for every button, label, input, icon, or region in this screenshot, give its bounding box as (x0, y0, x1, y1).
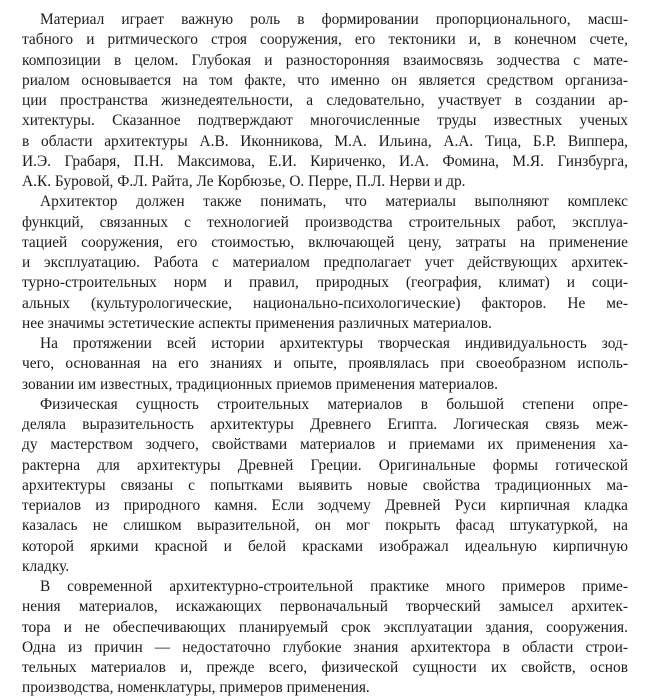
text-line: альных (культурологические, национально-психологические) факторов. Не ме- (22, 294, 628, 312)
text-line: рактерна для архитектуры Древней Греции. Оригинальные формы готической (22, 456, 628, 474)
text-line: тора и не обеспечивающих планируемый срок эксплуатации здания, сооружения. (22, 618, 628, 636)
text-line: и эксплуатацию. Работа с материалом предполагает учет действующих архитек- (22, 254, 628, 271)
text-line: архитектуры связаны с попытками выявить новые свойства традиционных ма- (22, 476, 628, 494)
text-line: риалом основывается на том факте, что именно он является средством организа- (22, 71, 628, 89)
text-line: И.Э. Грабаря, П.Н. Максимова, Е.И. Кириченко, И.А. Фомина, М.Я. Гинзбурга, (22, 152, 628, 170)
text-line: зовании им известных, традиционных приемов применения материалов. (22, 375, 498, 393)
text-line: турно-строительных норм и правил, природных (география, климат) и соци- (22, 274, 628, 292)
text-line: чего, основанная на его знаниях и опыте, проявлялась при своеобразном исполь- (22, 355, 628, 373)
text-line: Физическая сущность строительных материалов в большой степени опре- (40, 395, 628, 413)
text-line: В современной архитектурно-строительной практике много примеров приме- (40, 578, 628, 595)
text-line: которой яркими красной и белой красками изображал идеальную кирпичную (22, 537, 628, 555)
text-line: тельных материалов и, прежде всего, физической сущности их свойств, основ (22, 659, 628, 676)
text-line: На протяжении всей истории архитектуры творческая индивидуальность зод- (40, 335, 628, 352)
text-line: в области архитектуры А.В. Иконникова, М.А. Ильина, А.А. Тица, Б.Р. Виппера, (22, 132, 628, 150)
text-line: функций, связанных с технологией производства строительных работ, эксплуа- (22, 213, 628, 231)
paragraph-3 (22, 334, 628, 395)
text-line: табного и ритмического строя сооружения, его тектоники и, в конечном счете, (22, 31, 628, 49)
text-line: нее значимы эстетические аспекты применения различных материалов. (22, 314, 492, 332)
text-line: А.К. Буровой, Ф.Л. Райта, Ле Корбюзье, О. Перре, П.Л. Нерви и др. (22, 173, 466, 190)
text-line: казалась не слишком выразительной, он мог покрыть фасад штукатуркой, на (22, 517, 628, 535)
text-line: композиции в целом. Глубокая и разносторонняя взаимосвязь зодчества с мате- (22, 51, 628, 69)
text-line: ду мастерством зодчего, свойствами материалов и приемами их применения ха- (22, 436, 628, 454)
text-line: Одна из причин — недостаточно глубокие знания архитектора в области строи- (22, 638, 628, 656)
text-line: нения материалов, искажающих первоначальный творческий замысел архитек- (22, 598, 628, 616)
text-line: териалов из природного камня. Если зодчему Древней Руси кирпичная кладка (22, 497, 628, 514)
text-line: ции пространства жизнедеятельности, а следовательно, участвует в создании ар- (22, 92, 628, 109)
text-line: деляла выразительность архитектуры Древнего Египта. Логическая связь меж- (22, 416, 628, 433)
document-page (22, 10, 628, 699)
paragraph-2 (22, 192, 628, 334)
paragraph-1 (22, 10, 628, 192)
text-line: тацией сооружения, его стоимостью, включающей цену, затраты на применение (22, 233, 628, 251)
text-line: хитектуры. Сказанное подтверждают многочисленные труды известных ученых (22, 112, 628, 130)
paragraph-4 (22, 395, 628, 577)
text-line: Архитектор должен также понимать, что материалы выполняют комплекс (40, 193, 628, 211)
text-line: кладку. (22, 557, 70, 575)
text-line: Материал играет важную роль в формировании пропорционального, масш- (40, 11, 628, 28)
text-line: производства, номенклатуры, примеров применения. (22, 679, 370, 697)
paragraph-5 (22, 577, 628, 699)
